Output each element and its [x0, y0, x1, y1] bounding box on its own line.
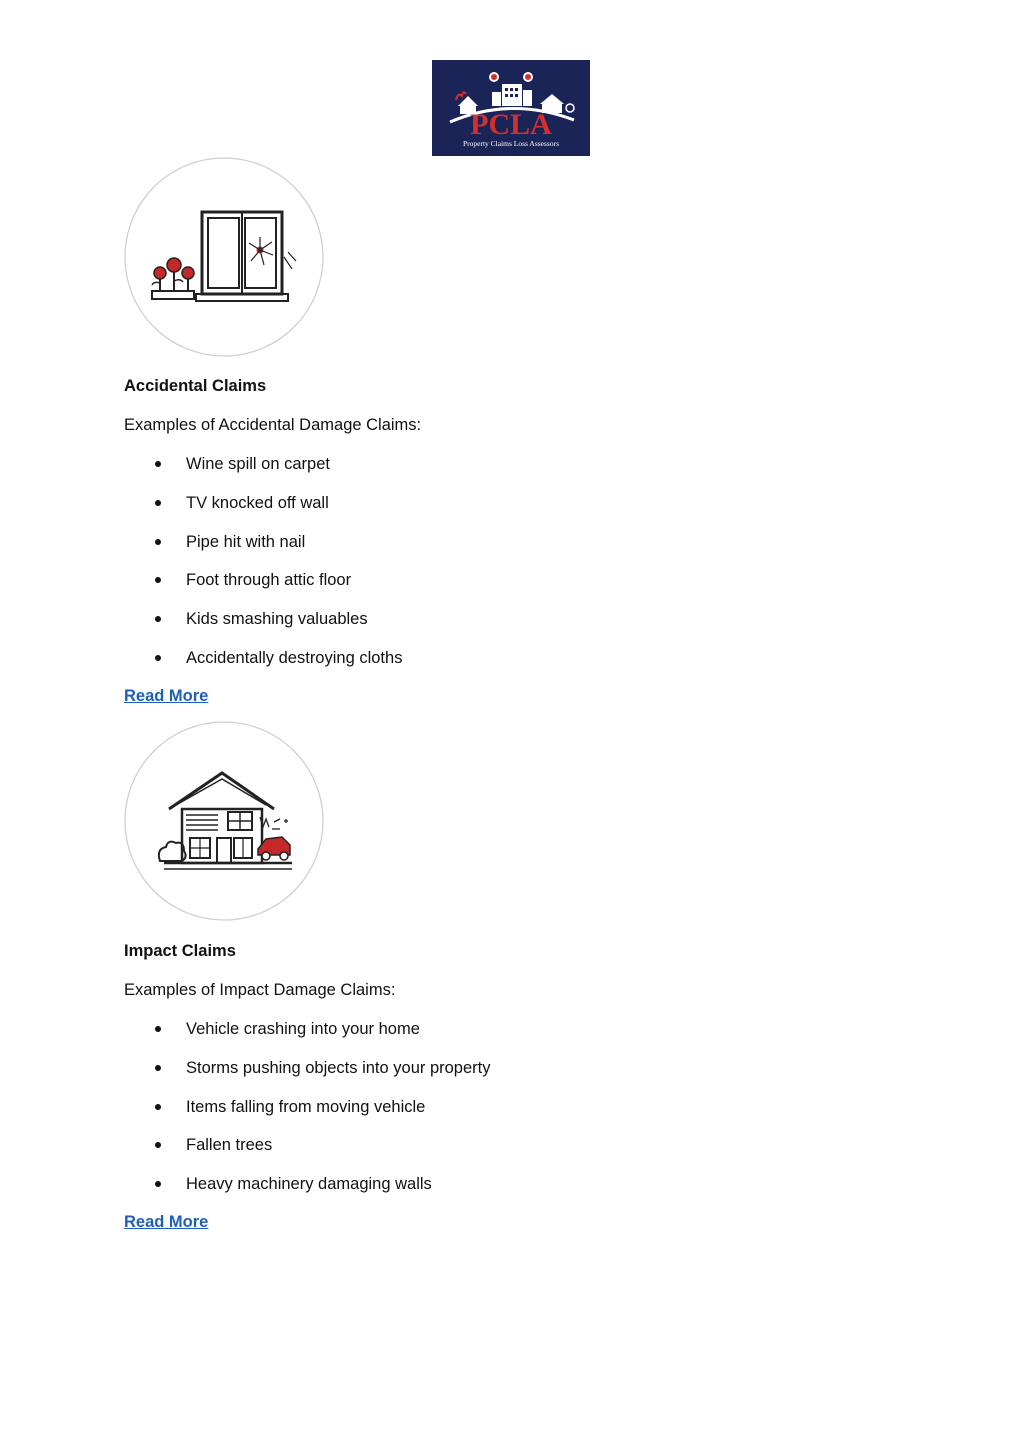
section-intro-impact: Examples of Impact Damage Claims: [124, 981, 396, 999]
bullet-icon [155, 1142, 161, 1148]
pcla-logo [432, 60, 590, 156]
list-item-text: Foot through attic floor [186, 571, 352, 590]
house-car-impact-icon [124, 721, 324, 921]
section-intro-accidental: Examples of Accidental Damage Claims: [124, 416, 422, 434]
section-heading-accidental: Accidental Claims [124, 377, 267, 395]
bullet-icon [155, 461, 161, 467]
bullet-icon [155, 1104, 161, 1110]
list-item-text: Wine spill on carpet [186, 455, 330, 473]
logo-graphic [432, 60, 590, 156]
bullet-icon [155, 539, 161, 545]
window-breakage-icon [124, 157, 324, 357]
logo-text: PCLA [470, 108, 552, 141]
list-item-text: Kids smashing valuables [186, 610, 368, 628]
bullet-icon [155, 577, 161, 583]
section-heading-impact: Impact Claims [124, 942, 236, 960]
list-item-text: Vehicle crashing into your home [186, 1020, 420, 1038]
bullet-icon [155, 1181, 161, 1187]
read-more-link-accidental[interactable]: Read More [124, 687, 209, 705]
list-item-text: TV knocked off wall [186, 493, 329, 512]
list-item-text: Pipe hit with nail [186, 532, 306, 551]
list-item-text: Accidentally destroying cloths [186, 648, 403, 667]
list-item-text: Heavy machinery damaging walls [186, 1175, 432, 1193]
bullet-icon [155, 500, 161, 506]
read-more-link-impact[interactable]: Read More [124, 1213, 209, 1231]
bullet-icon [155, 655, 161, 661]
bullet-icon [155, 1026, 161, 1032]
bullet-icon [155, 616, 161, 622]
list-item-text: Items falling from moving vehicle [186, 1097, 426, 1116]
bullet-icon [155, 1065, 161, 1071]
list-item-text: Storms pushing objects into your property [186, 1058, 491, 1077]
list-item-text: Fallen trees [186, 1136, 273, 1155]
logo-tagline: Property Claims Loss Assessors [462, 139, 560, 148]
